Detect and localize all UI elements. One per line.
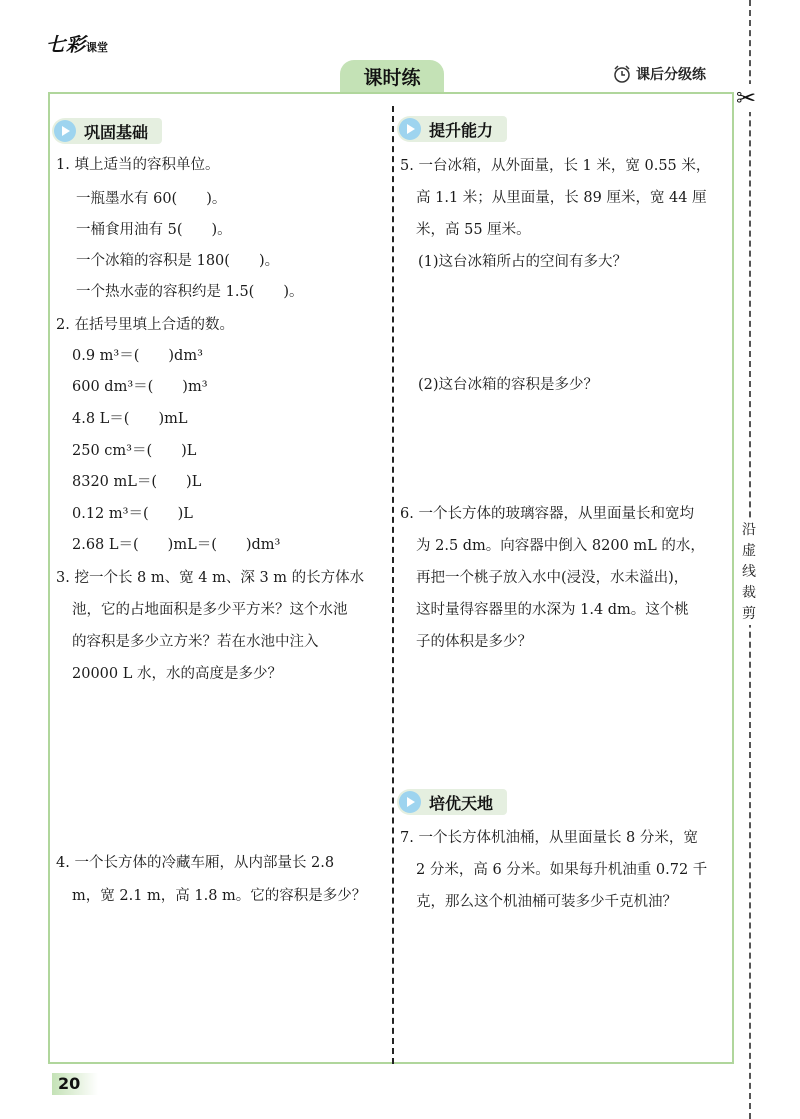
cut-label-char: 线 — [742, 564, 756, 580]
q7-line-3: 克，那么这个机油桶可装多少千克机油？ — [416, 894, 677, 910]
brand-logo — [46, 30, 108, 57]
q2-item-2: 600 dm³＝( )m³ — [72, 379, 208, 395]
q1-item-2: 一桶食用油有 5( )。 — [76, 222, 232, 238]
q3-line-4: 20000 L 水，水的高度是多少？ — [72, 666, 282, 682]
cut-label-char: 裁 — [742, 585, 756, 601]
section-basic-header — [52, 118, 162, 144]
q1-item-1: 一瓶墨水有 60( )。 — [76, 191, 227, 207]
grade-label-group — [612, 64, 706, 84]
q5-line-2: 高 1.1 米；从里面量，长 89 厘米，宽 44 厘 — [416, 190, 707, 206]
q2-item-7: 2.68 L＝( )mL＝( )dm³ — [72, 537, 281, 553]
q7-line-1: 7. 一个长方体机油桶，从里面量长 8 分米，宽 — [400, 830, 698, 846]
section-improve-title: 提升能力 — [429, 120, 494, 140]
q6-line-2: 为 2.5 dm。向容器中倒入 8200 mL 的水， — [416, 538, 705, 554]
q5-line-1: 5. 一台冰箱，从外面量，长 1 米，宽 0.55 米， — [400, 158, 711, 174]
q7-line-2: 2 分米，高 6 分米。如果每升机油重 0.72 千 — [416, 862, 708, 878]
q1-item-4: 一个热水壶的容积约是 1.5( )。 — [76, 284, 304, 300]
q5-sub-2: (2)这台冰箱的容积是多少？ — [418, 377, 599, 393]
play-icon — [54, 120, 76, 142]
q4-line-1: 4. 一个长方体的冷藏车厢，从内部量长 2.8 — [56, 855, 335, 871]
q3-line-1: 3. 挖一个长 8 m、宽 4 m、深 3 m 的长方体水 — [56, 570, 365, 586]
grade-label: 课后分级练 — [636, 67, 706, 83]
q5-line-3: 米，高 55 厘米。 — [416, 222, 531, 238]
section-advanced-header — [397, 789, 507, 815]
cut-label-char: 虚 — [742, 543, 756, 559]
q2-item-3: 4.8 L＝( )mL — [72, 411, 188, 427]
page-title: 课时练 — [340, 60, 444, 94]
brand-logo-main: 七彩 — [46, 34, 87, 56]
q6-line-1: 6. 一个长方体的玻璃容器，从里面量长和宽均 — [400, 506, 694, 522]
cut-label-char: 沿 — [742, 522, 756, 538]
q4-line-2: m，宽 2.1 m，高 1.8 m。它的容积是多少？ — [72, 888, 367, 904]
section-advanced-title: 培优天地 — [429, 793, 494, 813]
brand-logo-small: 课堂 — [86, 41, 109, 54]
scissors-icon: ✂ — [736, 84, 757, 112]
section-improve-header — [397, 116, 507, 142]
play-icon — [399, 118, 421, 140]
q3-line-3: 的容积是多少立方米？若在水池中注入 — [72, 634, 319, 650]
q2-stem: 2. 在括号里填上合适的数。 — [56, 317, 234, 333]
q6-line-3: 再把一个桃子放入水中(浸没，水未溢出)， — [416, 570, 689, 586]
alarm-clock-icon — [612, 64, 632, 84]
play-icon — [399, 791, 421, 813]
cut-label-char: 剪 — [742, 606, 756, 622]
q1-stem: 1. 填上适当的容积单位。 — [56, 157, 220, 173]
q2-item-5: 8320 mL＝( )L — [72, 474, 202, 490]
cut-along-line-label — [736, 520, 762, 625]
q6-line-4: 这时量得容器里的水深为 1.4 dm。这个桃 — [416, 602, 689, 618]
q2-item-1: 0.9 m³＝( )dm³ — [72, 348, 203, 364]
q6-line-5: 子的体积是多少？ — [416, 634, 532, 650]
section-basic-title: 巩固基础 — [84, 122, 149, 142]
page-number: 20 — [52, 1073, 98, 1095]
q2-item-4: 250 cm³＝( )L — [72, 443, 197, 459]
column-divider — [392, 106, 394, 1064]
q1-item-3: 一个冰箱的容积是 180( )。 — [76, 253, 280, 269]
q3-line-2: 池，它的占地面积是多少平方米？这个水池 — [72, 602, 348, 618]
q2-item-6: 0.12 m³＝( )L — [72, 506, 193, 522]
q5-sub-1: (1)这台冰箱所占的空间有多大？ — [418, 254, 628, 270]
